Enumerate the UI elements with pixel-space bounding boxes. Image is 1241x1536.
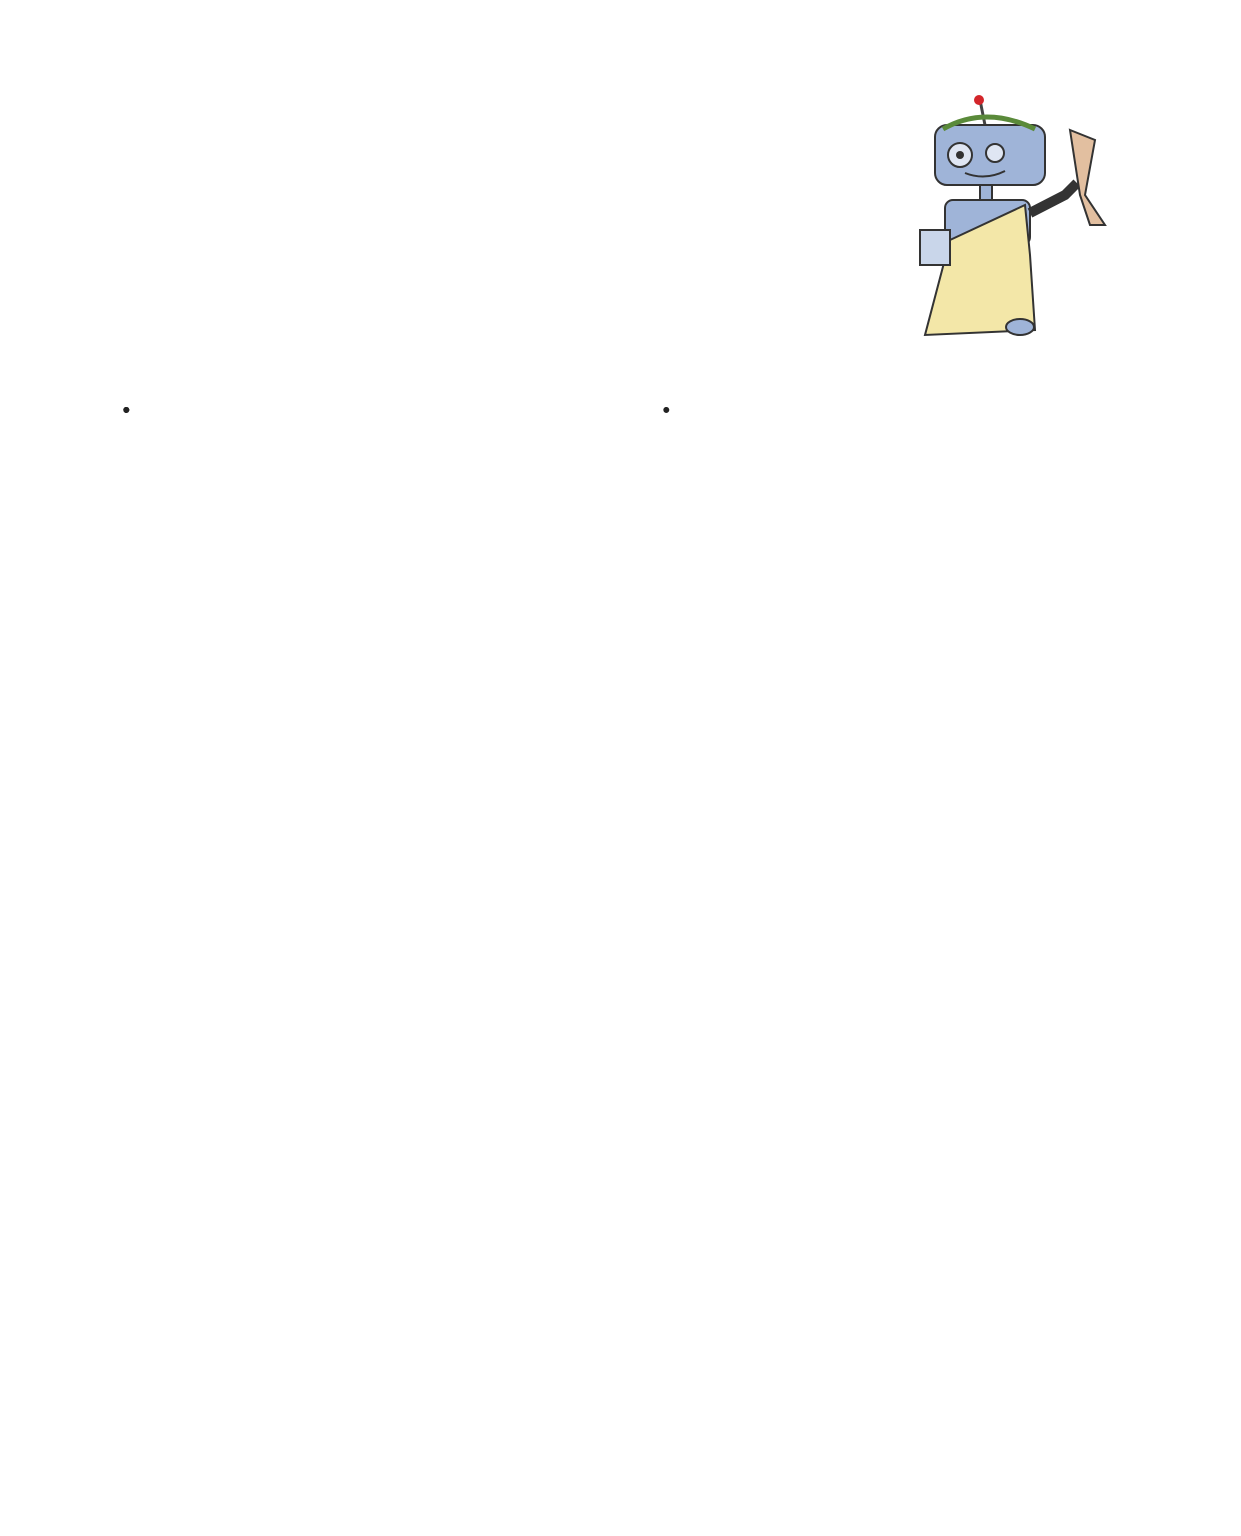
left-column bbox=[90, 366, 570, 396]
right-column bbox=[630, 366, 1110, 456]
robot-mascot-icon bbox=[905, 95, 1115, 345]
lego-beam-side-icon bbox=[1150, 100, 1210, 740]
lego-beam-bottom-icon bbox=[28, 1465, 198, 1505]
